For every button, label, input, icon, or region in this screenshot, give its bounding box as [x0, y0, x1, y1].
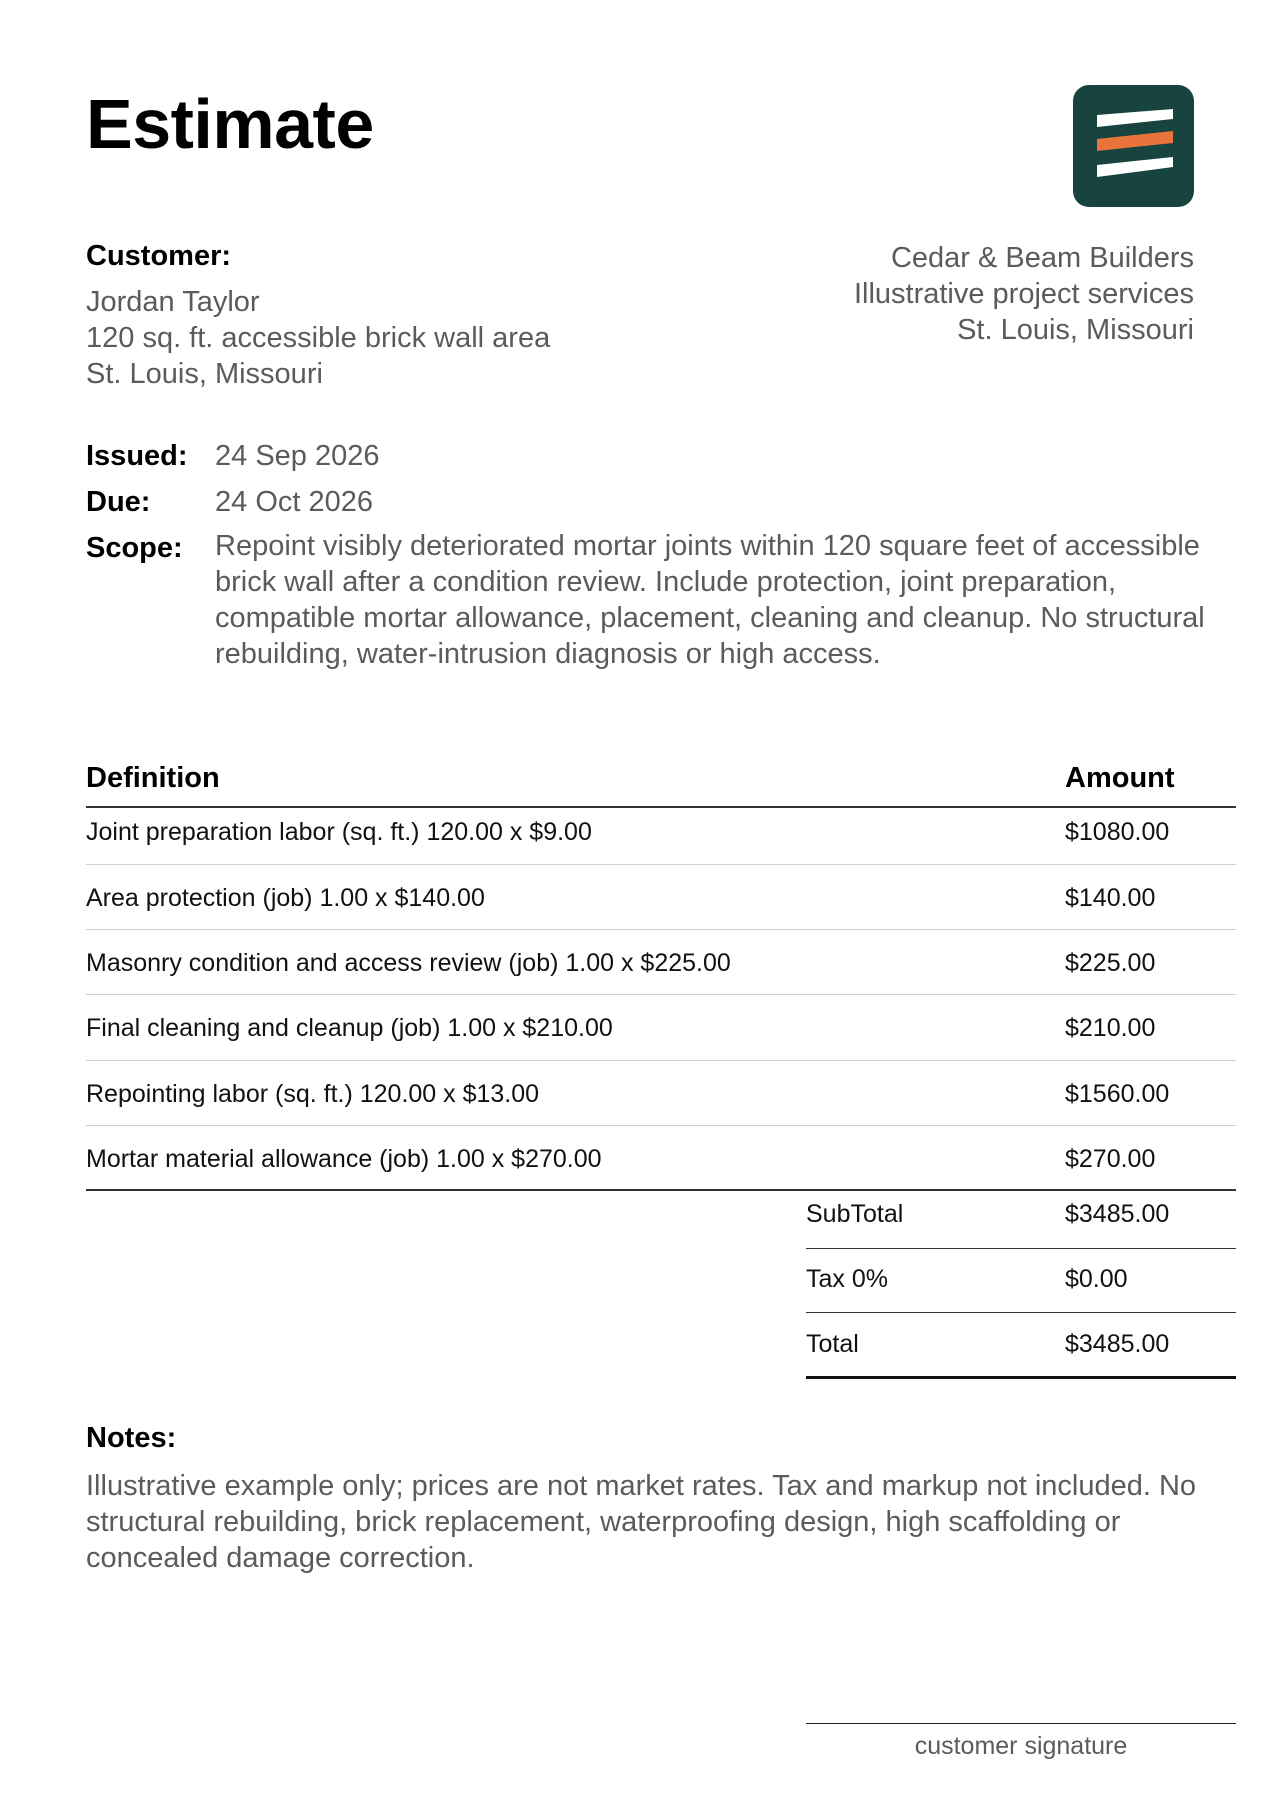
tax-label: Tax 0%: [806, 1265, 888, 1293]
company-location: St. Louis, Missouri: [957, 314, 1194, 346]
total-value: $3485.00: [1065, 1330, 1170, 1358]
scope-text: Repoint visibly deteriorated mortar joints within 120 square feet of accessible brick wall after a condition review. Include protection, joint preparation, compatible mortar allowance, placement, cleaning and cleanup. No structural rebuilding, water-intrusion diagnosis or high access.: [215, 530, 1205, 670]
subtotal-value: $3485.00: [1065, 1200, 1170, 1228]
header-divider: [86, 806, 1236, 808]
company-logo-icon: [1073, 85, 1194, 207]
row-divider: [86, 1125, 1236, 1126]
due-label: Due:: [86, 486, 151, 518]
row-divider: [86, 864, 1236, 865]
row-amount: $140.00: [1065, 884, 1156, 912]
row-divider: [86, 929, 1236, 930]
amount-header: Amount: [1065, 762, 1175, 794]
row-definition: Area protection (job) 1.00 x $140.00: [86, 884, 485, 912]
row-definition: Repointing labor (sq. ft.) 120.00 x $13.00: [86, 1080, 540, 1108]
row-amount: $225.00: [1065, 949, 1156, 977]
customer-location: St. Louis, Missouri: [86, 358, 323, 390]
row-divider: [86, 994, 1236, 995]
row-amount: $1560.00: [1065, 1080, 1170, 1108]
row-amount: $1080.00: [1065, 818, 1170, 846]
tax-value: $0.00: [1065, 1265, 1128, 1293]
customer-label: Customer:: [86, 240, 232, 272]
company-tagline: Illustrative project services: [853, 278, 1194, 310]
row-definition: Mortar material allowance (job) 1.00 x $270.00: [86, 1145, 602, 1173]
due-date: 24 Oct 2026: [215, 486, 373, 518]
notes-text: Illustrative example only; prices are not market rates. Tax and markup not included. No structural rebuilding, brick replacement, waterproofing design, high scaffolding or concealed damage correction.: [86, 1470, 1197, 1574]
total-label: Total: [806, 1330, 859, 1358]
subtotal-divider: [806, 1248, 1236, 1249]
customer-name: Jordan Taylor: [86, 286, 260, 318]
issued-date: 24 Sep 2026: [215, 440, 380, 472]
row-definition: Joint preparation labor (sq. ft.) 120.00 x $9.00: [86, 818, 592, 846]
customer-area: 120 sq. ft. accessible brick wall area: [86, 322, 551, 354]
signature-line: [806, 1723, 1236, 1724]
table-bottom-divider: [86, 1189, 1236, 1191]
company-details: [854, 240, 1194, 348]
issued-label: Issued:: [86, 440, 188, 472]
notes-label: Notes:: [86, 1422, 177, 1454]
definition-header: Definition: [86, 762, 220, 794]
tax-divider: [806, 1312, 1236, 1313]
document-title: Estimate: [86, 85, 374, 163]
customer-details: [86, 284, 550, 392]
row-amount: $210.00: [1065, 1014, 1156, 1042]
scope-label: Scope:: [86, 532, 183, 564]
row-amount: $270.00: [1065, 1145, 1156, 1173]
subtotal-label: SubTotal: [806, 1200, 904, 1228]
row-divider: [86, 1060, 1236, 1061]
total-divider: [806, 1376, 1236, 1379]
signature-label: customer signature: [914, 1732, 1128, 1760]
row-definition: Final cleaning and cleanup (job) 1.00 x $210.00: [86, 1014, 613, 1042]
row-definition: Masonry condition and access review (job) 1.00 x $225.00: [86, 949, 731, 977]
company-name: Cedar & Beam Builders: [890, 242, 1194, 274]
